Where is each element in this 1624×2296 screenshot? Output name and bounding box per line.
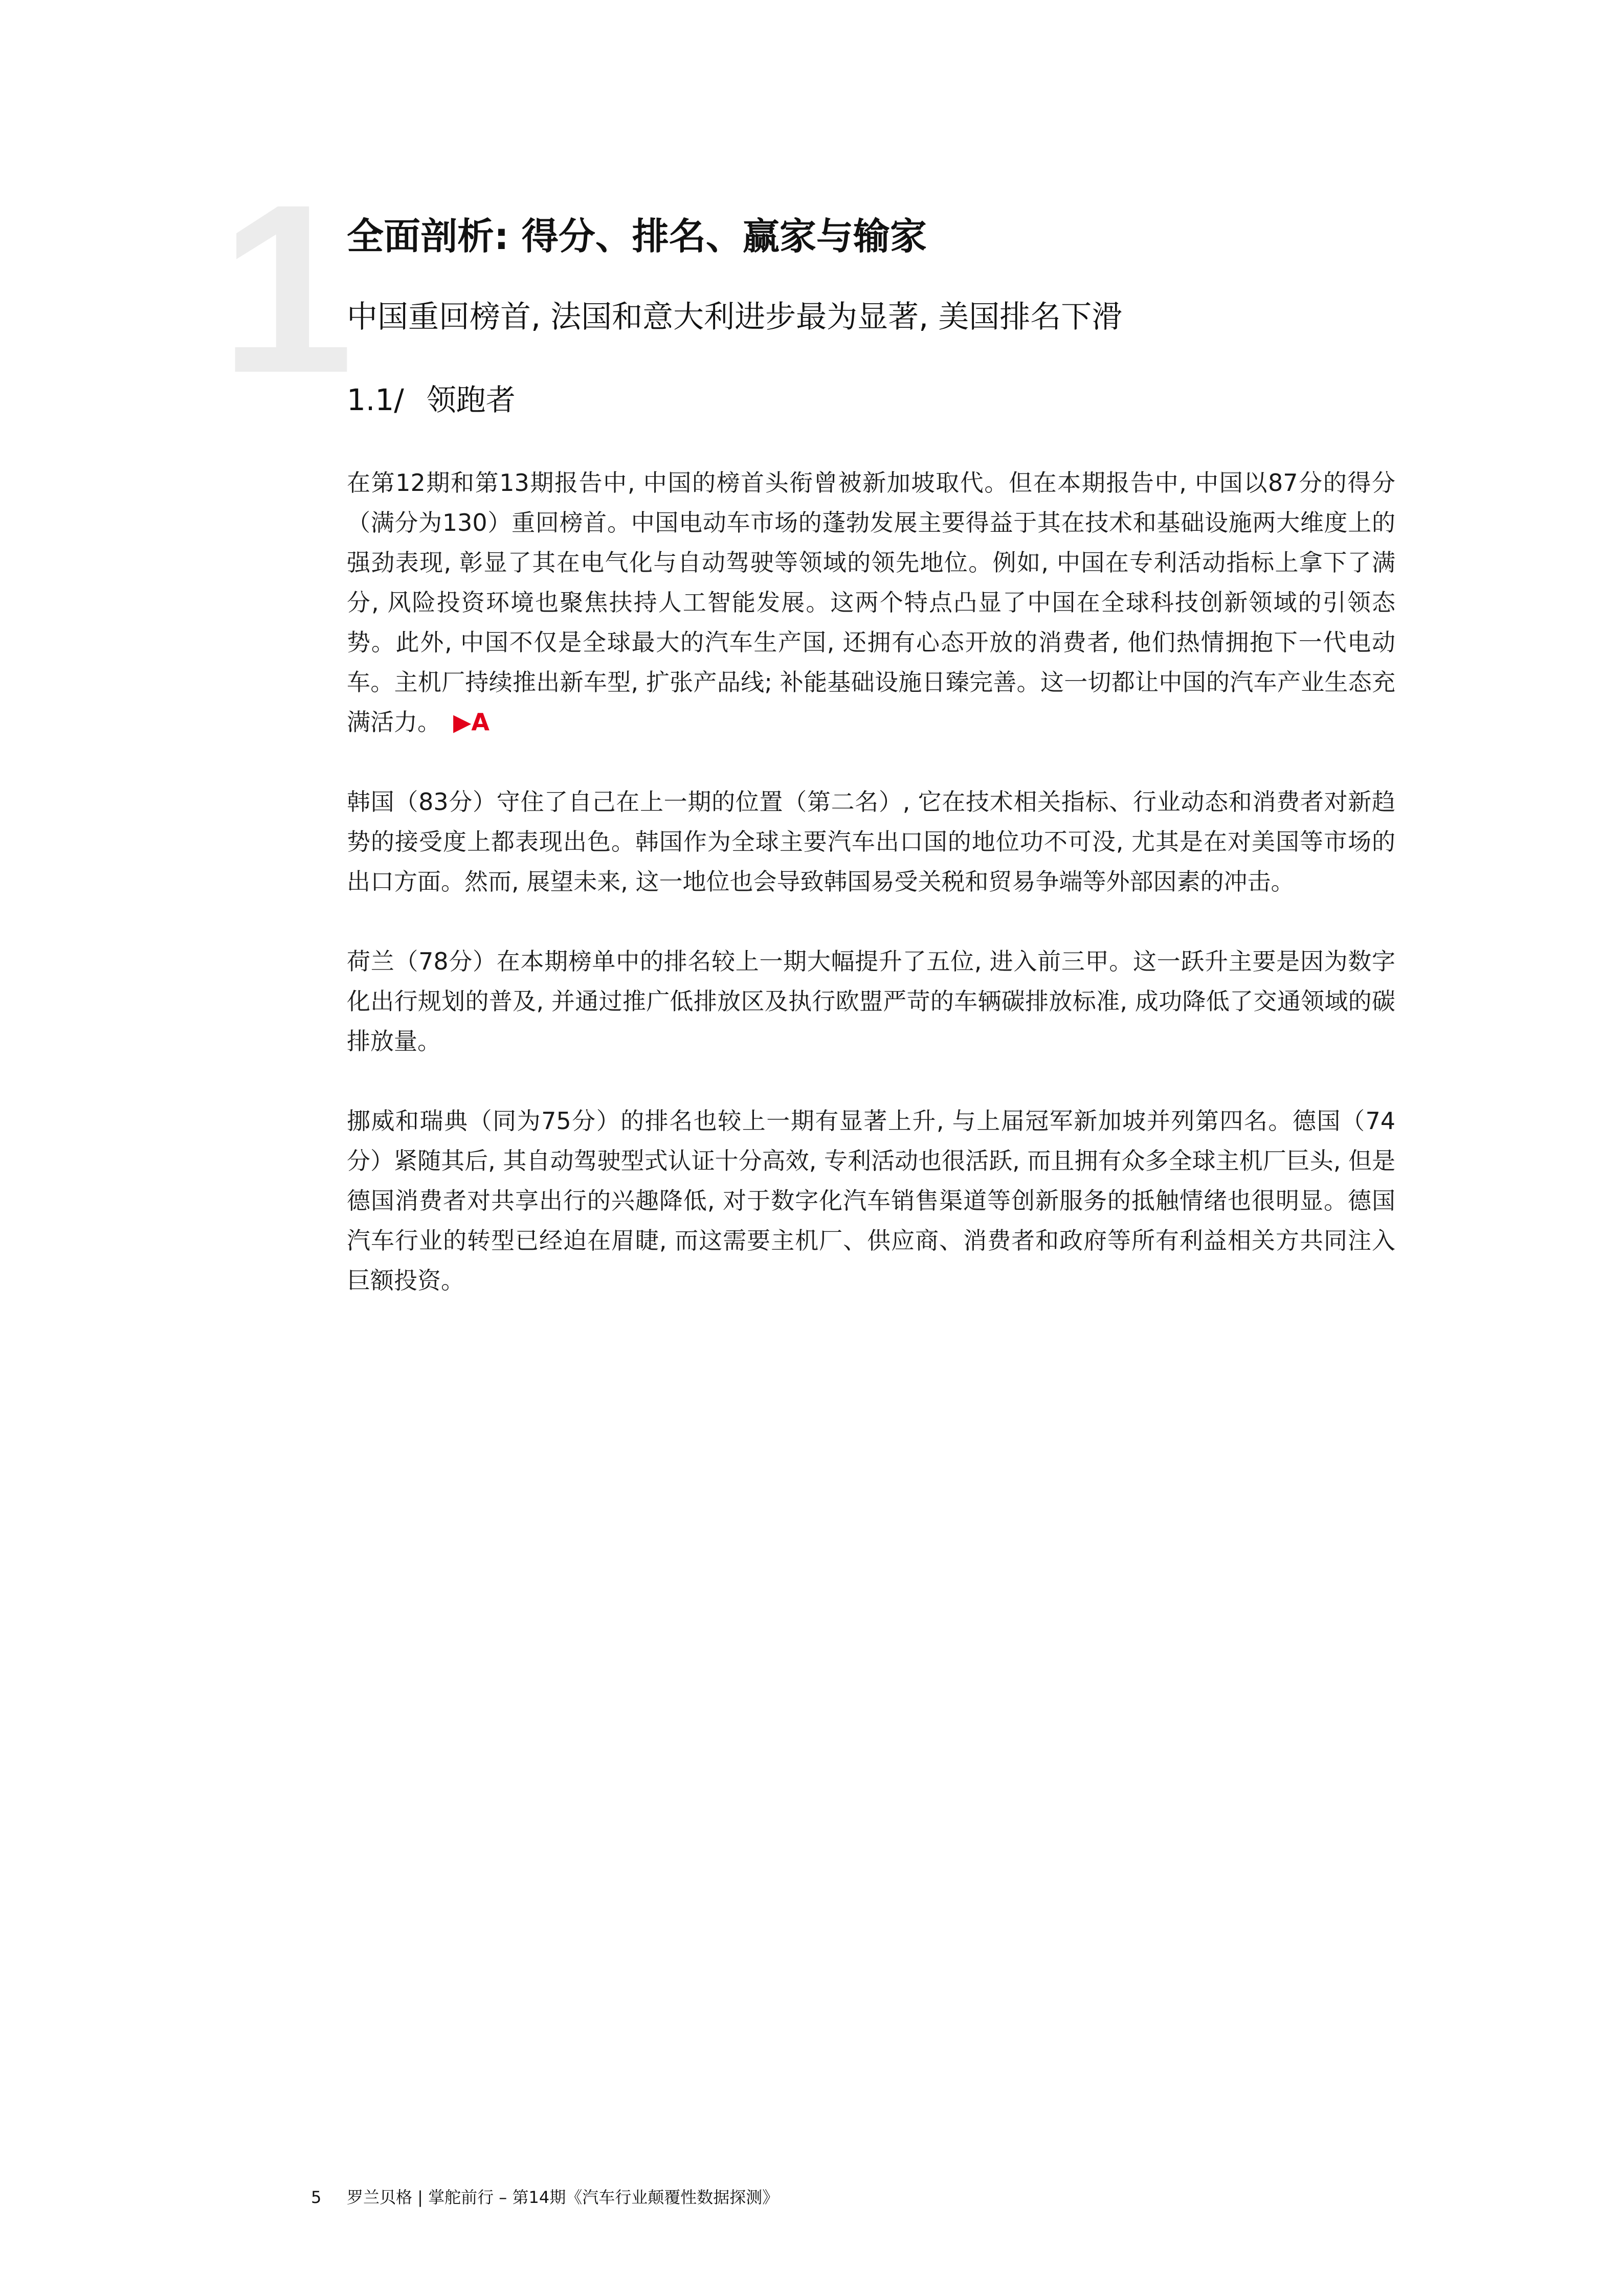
paragraph-china <box>347 463 1395 742</box>
chapter-number: 1 <box>220 154 354 423</box>
body-text <box>347 463 1395 1340</box>
section-heading <box>347 379 516 420</box>
page-number: 5 <box>311 2188 322 2207</box>
paragraph-netherlands: 荷兰（78分）在本期榜单中的排名较上一期大幅提升了五位, 进入前三甲。这一跃升主要是因为数字化出行规划的普及, 并通过推广低排放区及执行欧盟严苛的车辆碳排放标准, 成功降低了交通领域的碳排放量。 <box>347 948 1395 1055</box>
section-number: 1.1/ <box>347 382 404 417</box>
chapter-title: 全面剖析: 得分、排名、赢家与输家 <box>347 215 927 258</box>
paragraph-china-text: 在第12期和第13期报告中, 中国的榜首头衔曾被新加坡取代。但在本期报告中, 中国以87分的得分（满分为130）重回榜首。中国电动车市场的蓬勃发展主要得益于其在技术和基础设施两大维度上的强劲表现, 彰显了其在电气化与自动驾驶等领域的领先地位。例如, 中国在专利活动指标上拿下了满分, 风险投资环境也聚焦扶持人工智能发展。这两个特点凸显了中国在全球科技创新领域的引领态势。此外, 中国不仅是全球最大的汽车生产国, 还拥有心态开放的消费者, 他们热情拥抱下一代电动车。主机厂持续推出新车型, 扩张产品线; 补能基础设施日臻完善。这一切都让中国的汽车产业生态充满活力。 <box>347 469 1395 736</box>
chapter-subtitle: 中国重回榜首, 法国和意大利进步最为显著, 美国排名下滑 <box>347 299 1123 335</box>
paragraph-korea: 韩国（83分）守住了自己在上一期的位置（第二名）, 它在技术相关指标、行业动态和消费者对新趋势的接受度上都表现出色。韩国作为全球主要汽车出口国的地位功不可没, 尤其是在对美国等市场的出口方面。然而, 展望未来, 这一地位也会导致韩国易受关税和贸易争端等外部因素的冲击。 <box>347 788 1395 895</box>
footer-text: 罗兰贝格 | 掌舵前行 – 第14期《汽车行业颠覆性数据探测》 <box>347 2188 779 2207</box>
section-title: 领跑者 <box>426 382 516 417</box>
exhibit-a-link[interactable]: ▶A <box>453 708 490 736</box>
footer <box>311 2186 778 2209</box>
paragraph-norway-sweden-germany: 挪威和瑞典（同为75分）的排名也较上一期有显著上升, 与上届冠军新加坡并列第四名。德国（74分）紧随其后, 其自动驾驶型式认证十分高效, 专利活动也很活跃, 而且拥有众多全球主机厂巨头, 但是德国消费者对共享出行的兴趣降低, 对于数字化汽车销售渠道等创新服务的抵触情绪也很明显。德国汽车行业的转型已经迫在眉睫, 而这需要主机厂、供应商、消费者和政府等所有利益相关方共同注入巨额投资。 <box>347 1107 1395 1294</box>
